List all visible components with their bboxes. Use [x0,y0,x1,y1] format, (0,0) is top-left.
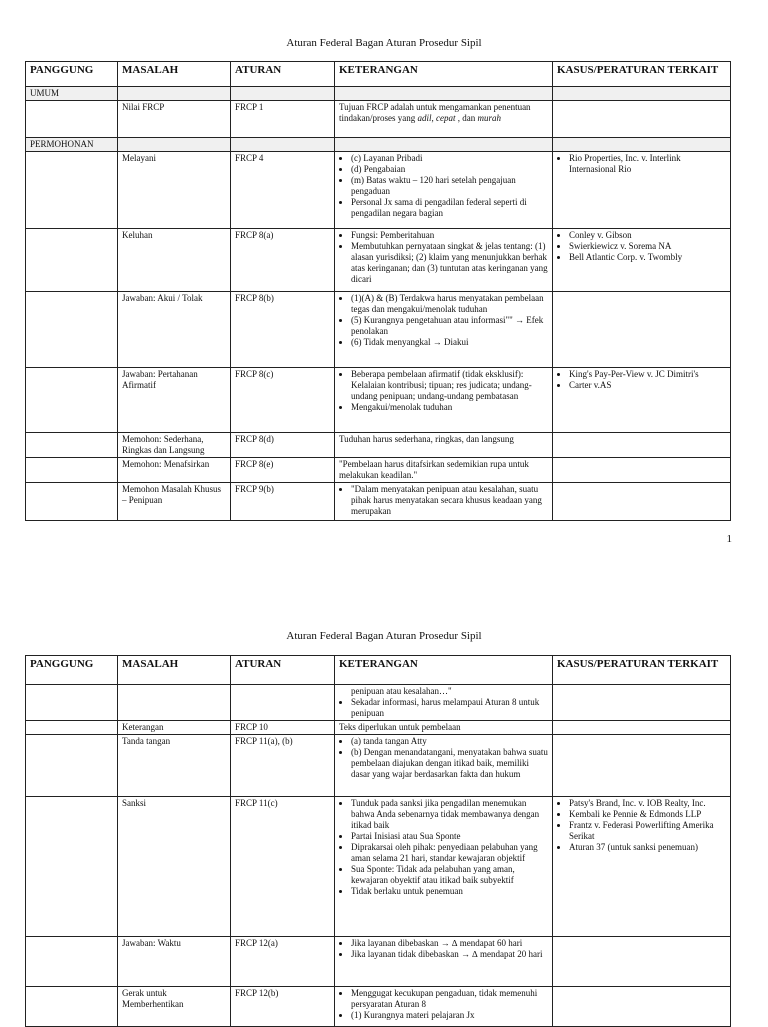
issue-cell: Jawaban: Pertahanan Afirmatif [118,368,231,433]
list-item: • (d) Pengabaian [351,164,548,175]
rule-cell: FRCP 8(d) [231,433,335,458]
table-row [26,138,731,152]
page-title: Aturan Federal Bagan Aturan Prosedur Sipil [286,630,482,642]
list-item: • (5) Kurangnya pengetahuan atau informasi"" → Efek penolakan [351,315,548,337]
header-masalah: MASALAH [118,62,231,87]
list-item: • Sua Sponte: Tidak ada pelabuhan yang aman, kewajaran obyektif atau itikad baik subyektif [351,864,548,886]
list-item: • (b) Dengan menandatangani, menyatakan bahwa suatu pembelaan diajukan dengan itikad baik, memiliki dasar yang wajar berdasarkan fakta dan hukum [351,747,548,780]
table-row [26,87,731,101]
list-item: • (c) Layanan Pribadi [351,153,548,164]
table-row [26,458,731,483]
rule-cell: FRCP 11(c) [231,797,335,937]
desc-cell: Tujuan FRCP adalah untuk mengamankan penentuan tindakan/proses yang adil, cepat , dan murah [335,101,553,138]
rule-cell: FRCP 8(a) [231,229,335,292]
list-item: • Jika layanan tidak dibebaskan → ∆ mendapat 20 hari [351,949,548,960]
stage-cell: UMUM [26,87,118,101]
rule-cell: FRCP 8(b) [231,292,335,368]
case-item: • Conley v. Gibson [569,230,726,241]
table-row [26,152,731,229]
desc-cell [335,229,553,292]
header-kasus: KASUS/PERATURAN TERKAIT [553,62,731,87]
list-item: • (6) Tidak menyangkal → Diakui [351,337,548,348]
table-row [26,685,731,721]
rule-cell: FRCP 11(a), (b) [231,735,335,797]
header-panggung: PANGGUNG [26,62,118,87]
rule-cell: FRCP 9(b) [231,483,335,521]
rules-table-page-1 [25,61,731,521]
issue-cell: Memohon: Sederhana, Ringkas dan Langsung [118,433,231,458]
table-row [26,368,731,433]
desc-cell [335,368,553,433]
list-item: • Beberapa pembelaan afirmatif (tidak eksklusif): Kelalaian kontribusi; tipuan; res judicata; undang-undang penipuan; undang-undang pembatasan [351,369,548,402]
cases-cell [553,797,731,937]
list-item: • (1)(A) & (B) Terdakwa harus menyatakan pembelaan tegas dan mengakui/menolak tuduhan [351,293,548,315]
issue-cell: Keterangan [118,721,231,735]
desc-cell [335,685,553,721]
issue-cell: Memohon: Menafsirkan [118,458,231,483]
case-item: • Frantz v. Federasi Powerlifting Amerika Serikat [569,820,726,842]
table-row [26,937,731,987]
issue-cell: Tanda tangan [118,735,231,797]
list-item: • Jika layanan dibebaskan → ∆ mendapat 60 hari [351,938,548,949]
rule-cell: FRCP 10 [231,721,335,735]
list-item: • (a) tanda tangan Atty [351,736,548,747]
desc-cell [335,152,553,229]
case-item: • Swierkiewicz v. Sorema NA [569,241,726,252]
list-item: • Tunduk pada sanksi jika pengadilan menemukan bahwa Anda sebenarnya tidak membawanya dengan itikad baik [351,798,548,831]
table-row [26,483,731,521]
page-title: Aturan Federal Bagan Aturan Prosedur Sipil [286,37,482,49]
header-aturan: ATURAN [231,62,335,87]
issue-cell: Jawaban: Akui / Tolak [118,292,231,368]
table-row [26,433,731,458]
desc-cell: Teks diperlukan untuk pembelaan [335,721,553,735]
rule-cell: FRCP 8(e) [231,458,335,483]
table-row [26,987,731,1027]
issue-cell: Melayani [118,152,231,229]
list-item: • Personal Jx sama di pengadilan federal seperti di pengadilan negara bagian [351,197,548,219]
list-item: • Fungsi: Pemberitahuan [351,230,548,241]
cases-cell [553,152,731,229]
page-number: 1 [726,533,732,545]
table-row [26,292,731,368]
header-kasus: KASUS/PERATURAN TERKAIT [553,656,731,685]
header-aturan: ATURAN [231,656,335,685]
list-item: • Partai Inisiasi atau Sua Sponte [351,831,548,842]
list-item: • Sekadar informasi, harus melampaui Aturan 8 untuk penipuan [351,697,548,719]
desc-cell [335,797,553,937]
desc-cell [335,483,553,521]
desc-cell [335,292,553,368]
table-row [26,721,731,735]
rule-cell: FRCP 1 [231,101,335,138]
case-item: • King's Pay-Per-View v. JC Dimitri's [569,369,726,380]
list-item: • (1) Kurangnya materi pelajaran Jx [351,1010,548,1021]
cases-cell [553,368,731,433]
table-row [26,797,731,937]
issue-cell: Jawaban: Waktu [118,937,231,987]
list-item: • Tidak berlaku untuk penemuan [351,886,548,897]
rules-table-page-2 [25,655,731,1027]
rule-cell [231,685,335,721]
case-item: • Bell Atlantic Corp. v. Twombly [569,252,726,263]
header-keterangan: KETERANGAN [335,656,553,685]
rule-cell: FRCP 12(a) [231,937,335,987]
issue-cell: Keluhan [118,229,231,292]
header-masalah: MASALAH [118,656,231,685]
issue-cell: Gerak untuk Memberhentikan [118,987,231,1027]
case-item: • Rio Properties, Inc. v. Interlink Internasional Rio [569,153,726,175]
table-row [26,101,731,138]
case-item: • Kembali ke Pennie & Edmonds LLP [569,809,726,820]
desc-cell: "Pembelaan harus ditafsirkan sedemikian rupa untuk melakukan keadilan." [335,458,553,483]
table-row [26,229,731,292]
desc-cell: Tuduhan harus sederhana, ringkas, dan langsung [335,433,553,458]
list-item: • "Dalam menyatakan penipuan atau kesalahan, suatu pihak harus menyatakan secara khusus keadaan yang merupakan [351,484,548,517]
list-item: • (m) Batas waktu – 120 hari setelah pengajuan pengaduan [351,175,548,197]
issue-cell [118,685,231,721]
case-item: • Patsy's Brand, Inc. v. IOB Realty, Inc. [569,798,726,809]
rule-cell: FRCP 12(b) [231,987,335,1027]
list-item: • Menggugat kecukupan pengaduan, tidak memenuhi persyaratan Aturan 8 [351,988,548,1010]
continued-text: penipuan atau kesalahan…" [351,686,452,696]
stage-cell: PERMOHONAN [26,138,118,152]
list-item: • Diprakarsai oleh pihak: penyediaan pelabuhan yang aman selama 21 hari, standar kewajaran objektif [351,842,548,864]
desc-cell [335,987,553,1027]
header-panggung: PANGGUNG [26,656,118,685]
issue-cell: Sanksi [118,797,231,937]
rule-cell: FRCP 4 [231,152,335,229]
issue-cell: Memohon Masalah Khusus – Penipuan [118,483,231,521]
header-keterangan: KETERANGAN [335,62,553,87]
case-item: • Carter v.AS [569,380,726,391]
list-item: • Mengakui/menolak tuduhan [351,402,548,413]
list-item: • Membutuhkan pernyataan singkat & jelas tentang: (1) alasan yurisdiksi; (2) klaim yang menunjukkan berhak atas keringanan; dan (3) tuntutan atas keringanan yang dicari [351,241,548,285]
table-row [26,735,731,797]
rule-cell: FRCP 8(c) [231,368,335,433]
case-item: • Aturan 37 (untuk sanksi penemuan) [569,842,726,853]
issue-cell: Nilai FRCP [118,101,231,138]
desc-cell [335,735,553,797]
desc-cell [335,937,553,987]
cases-cell [553,229,731,292]
